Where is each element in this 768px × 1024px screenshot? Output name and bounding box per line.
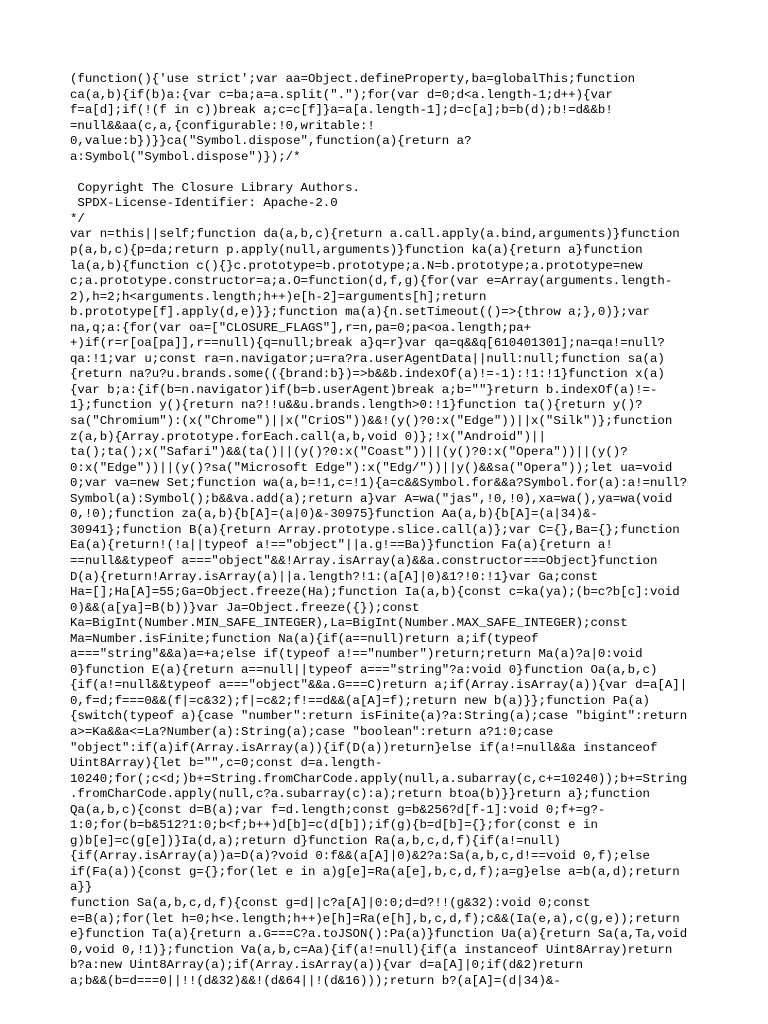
source-line: var n=this||self;function da(a,b,c){return a.call.apply(a.bind,arguments)}function xyxy=(70,227,680,242)
source-line: a>=Ka&&a<=La?Number(a):String(a);case "boolean":return a?1:0;case xyxy=(70,724,554,739)
source-line: {var b;a:{if(b=n.navigator)if(b=b.userAgent)break a;b=""}return b.indexOf(a)!=- xyxy=(70,382,658,397)
source-line: Ka=BigInt(Number.MIN_SAFE_INTEGER),La=BigInt(Number.MAX_SAFE_INTEGER);const xyxy=(70,616,628,631)
source-line: ==null&&typeof a==="object"&&!Array.isArray(a)&&a.constructor===Object}function xyxy=(70,553,658,568)
source-line: p(a,b,c){p=da;return p.apply(null,arguments)}function ka(a){return a}function xyxy=(70,243,643,258)
source-line: Ha=[];Ha[A]=55;Ga=Object.freeze(Ha);function Ia(a,b){const c=ka(ya);(b=c?b[c]:void xyxy=(70,585,680,600)
source-line: {switch(typeof a){case "number":return isFinite(a)?a:String(a);case "bigint":return xyxy=(70,709,688,724)
source-line: 0}function E(a){return a==null||typeof a==="string"?a:void 0}function Oa(a,b,c) xyxy=(70,662,658,677)
source-line: "object":if(a)if(Array.isArray(a)){if(D(a))return}else if(a!=null&&a instanceof xyxy=(70,740,658,755)
source-line: 0,f=d;f===0&&(f|=c&32);f|=c&2;f!==d&&(a[A]=f);return new b(a)}};function Pa(a) xyxy=(70,693,650,708)
source-line: 0:x("Edge"))||(y()?sa("Microsoft Edge"):x("Edg/"))||y()&&sa("Opera"));let ua=void xyxy=(70,460,673,475)
source-line: e}function Ta(a){return a.G===C?a.toJSON():Pa(a)}function Ua(a){return Sa(a,Ta,void xyxy=(70,927,688,942)
source-line: =null&&aa(c,a,{configurable:!0,writable:! xyxy=(70,118,375,133)
source-line: Qa(a,b,c){const d=B(a);var f=d.length;const g=b&256?d[f-1]:void 0;f+=g?- xyxy=(70,802,606,817)
source-line: 0;var va=new Set;function wa(a,b=!1,c=!1){a=c&&Symbol.for&&a?Symbol.for(a):a!=null? xyxy=(70,476,688,491)
source-line: Ma=Number.isFinite;function Na(a){if(a==null)return a;if(typeof xyxy=(70,631,539,646)
source-line: {if(Array.isArray(a))a=D(a)?void 0:f&&(a[A]|0)&2?a:Sa(a,b,c,d!==void 0,f);else xyxy=(70,849,650,864)
source-line: 2),h=2;h<arguments.length;h++)e[h-2]=arguments[h];return xyxy=(70,289,487,304)
source-line: SPDX-License-Identifier: Apache-2.0 xyxy=(70,196,338,211)
source-line: c;a.prototype.constructor=a;a.O=function(d,f,g){for(var e=Array(arguments.length- xyxy=(70,274,673,289)
source-line: 0,value:b})}}ca("Symbol.dispose",function(a){return a? xyxy=(70,134,472,149)
source-line: 1:0;for(b=b&512?1:0;b<f;b++)d[b]=c(d[b]);if(g){b=d[b]={};for(const e in xyxy=(70,818,598,833)
source-line: 10240;for(;c<d;)b+=String.fromCharCode.apply(null,a.subarray(c,c+=10240));b+=String xyxy=(70,771,688,786)
source-line: 0,!0);function za(a,b){b[A]=(a|0)&-30975}function Aa(a,b){b[A]=(a|34)&- xyxy=(70,507,598,522)
source-line: Copyright The Closure Library Authors. xyxy=(70,180,360,195)
source-line: Uint8Array){let b="",c=0;const d=a.length- xyxy=(70,756,383,771)
source-line: sa("Chromium"):(x("Chrome")||x("CriOS"))&&!(y()?0:x("Edge"))||x("Silk")};function xyxy=(70,414,673,429)
source-line: 1};function y(){return na?!!u&&u.brands.length>0:!1}function ta(){return y()? xyxy=(70,398,643,413)
source-line: f=a[d];if(!(f in c))break a;c=c[f]}a=a[a.length-1];d=c[a];b=b(d);b!=d&&b! xyxy=(70,103,613,118)
source-line: {return na?u?u.brands.some(({brand:b})=>b&&b.indexOf(a)!=-1):!1:!1}function x(a) xyxy=(70,367,665,382)
source-line: 0)&&(a[ya]=B(b))}var Ja=Object.freeze({});const xyxy=(70,600,420,615)
source-line: na,q;a:{for(var oa=["CLOSURE_FLAGS"],r=n,pa=0;pa<oa.length;pa+ xyxy=(70,320,532,335)
source-line: a}} xyxy=(70,880,93,895)
source-line: la(a,b){function c(){}c.prototype=b.prototype;a.N=b.prototype;a.prototype=new xyxy=(70,258,643,273)
source-line: z(a,b){Array.prototype.forEach.call(a,b,void 0)};!x("Android")|| xyxy=(70,429,546,444)
source-line: ta();ta();x("Safari")&&(ta()||(y()?0:x("Coast"))||(y()?0:x("Opera"))||(y()? xyxy=(70,445,628,460)
source-line: b.prototype[f].apply(d,e)}};function ma(a){n.setTimeout(()=>{throw a;},0)};var xyxy=(70,305,650,320)
source-line: a;b&&(b=d===0||!!(d&32)&&!(d&64||!(d&16)));return b?(a[A]=(d|34)&- xyxy=(70,973,561,988)
source-line: if(Fa(a)){const g={};for(let e in a)g[e]=Ra(a[e],b,c,d,f);a=g}else a=b(a,d);return xyxy=(70,864,680,879)
source-line: 0,void 0,!1)};function Va(a,b,c=Aa){if(a!=null){if(a instanceof Uint8Array)return xyxy=(70,942,673,957)
source-line: ca(a,b){if(b)a:{var c=ba;a=a.split(".");for(var d=0;d<a.length-1;d++){var xyxy=(70,87,613,102)
source-line: a:Symbol("Symbol.dispose")});/* xyxy=(70,149,301,164)
source-line: (function(){'use strict';var aa=Object.defineProperty,ba=globalThis;function xyxy=(70,72,636,86)
source-line: 30941};function B(a){return Array.prototype.slice.call(a)};var C={},Ba={};function xyxy=(70,522,680,537)
source-line: Symbol(a):Symbol();b&&va.add(a);return a}var A=wa("jas",!0,!0),xa=wa(),ya=wa(void xyxy=(70,491,673,506)
source-line: */ xyxy=(70,211,85,226)
source-line: b?a:new Uint8Array(a);if(Array.isArray(a)){var d=a[A]|0;if(d&2)return xyxy=(70,958,584,973)
javascript-source-text xyxy=(70,72,712,989)
source-line: function Sa(a,b,c,d,f){const g=d||c?a[A]|0:0;d=d?!!(g&32):void 0;const xyxy=(70,895,591,910)
source-line: .fromCharCode.apply(null,c?a.subarray(c):a);return btoa(b)}}return a};function xyxy=(70,787,650,802)
source-line: +)if(r=r[oa[pa]],r==null){q=null;break a}q=r}var qa=q&&q[610401301];na=qa!=null? xyxy=(70,336,665,351)
source-line: qa:!1;var u;const ra=n.navigator;u=ra?ra.userAgentData||null:null;function sa(a) xyxy=(70,351,665,366)
source-line: e=B(a);for(let h=0;h<e.length;h++)e[h]=Ra(e[h],b,c,d,f);c&&(Ia(e,a),c(g,e));return xyxy=(70,911,680,926)
source-line: D(a){return!Array.isArray(a)||a.length?!1:(a[A]|0)&1?!0:!1}var Ga;const xyxy=(70,569,598,584)
source-line: a==="string"&&a)a=+a;else if(typeof a!=="number")return;return Ma(a)?a|0:void xyxy=(70,647,643,662)
source-line: Ea(a){return!(!a||typeof a!=="object"||a.g!==Ba)}function Fa(a){return a! xyxy=(70,538,613,553)
source-line: g)b[e]=c(g[e])}Ia(d,a);return d}function Ra(a,b,c,d,f){if(a!=null) xyxy=(70,833,561,848)
source-line: {if(a!=null&&typeof a==="object"&&a.G===C)return a;if(Array.isArray(a)){var d=a[A]| xyxy=(70,678,688,693)
